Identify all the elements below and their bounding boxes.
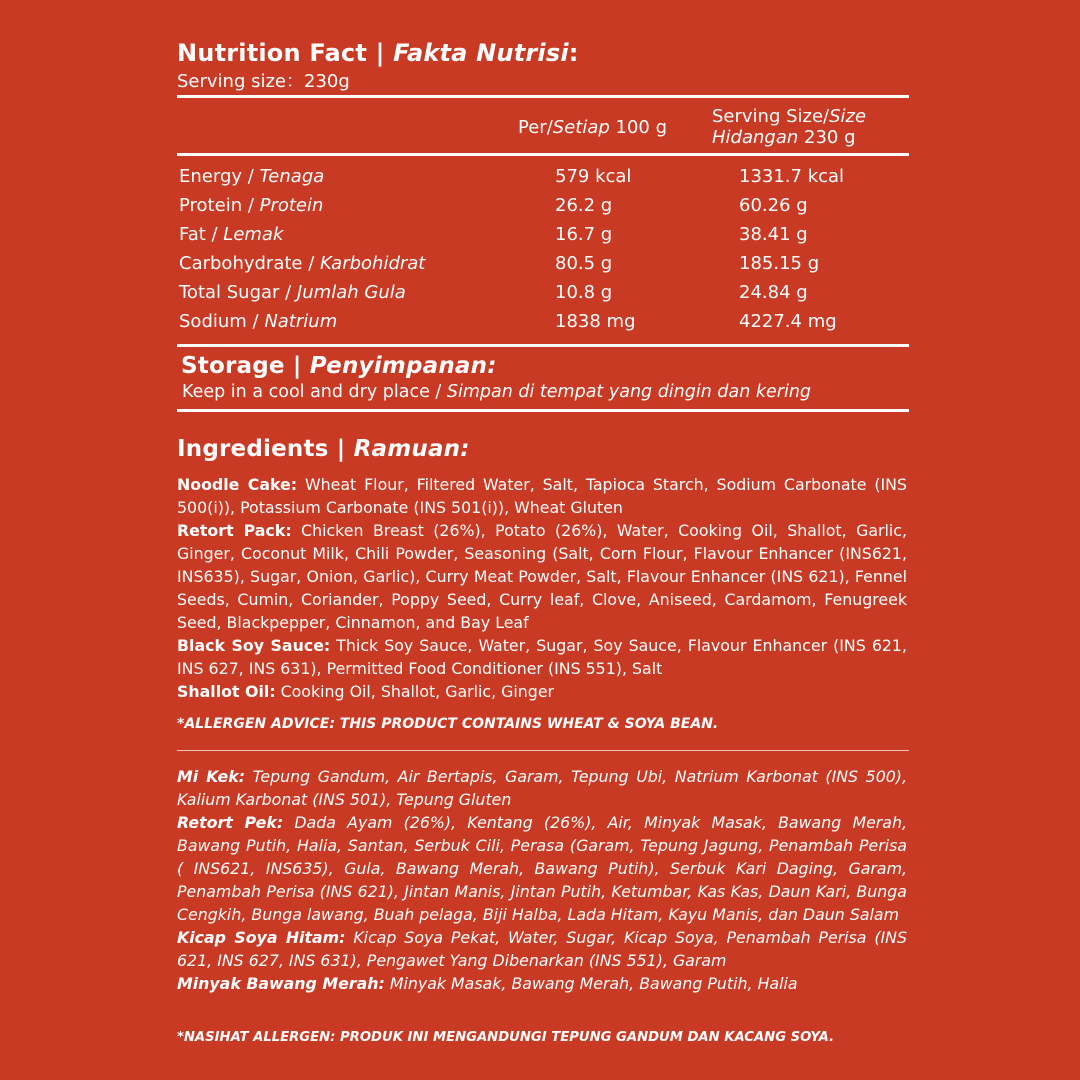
row-per100: 80.5 g	[555, 253, 613, 274]
ingredients-ms-block	[177, 765, 907, 995]
ingredients-title	[177, 436, 470, 462]
divider	[177, 344, 909, 347]
col-per-suffix: 100 g	[609, 117, 668, 138]
ingredients-title-ms: Ramuan:	[353, 436, 470, 462]
row-label: Fat / Lemak	[179, 224, 284, 245]
row-label: Carbohydrate / Karbohidrat	[179, 253, 426, 274]
row-per100: 579 kcal	[555, 166, 632, 187]
col-header-serving	[712, 106, 866, 148]
nutrition-row-sugar	[179, 282, 879, 311]
divider	[177, 409, 909, 412]
row-label: Total Sugar / Jumlah Gula	[179, 282, 406, 303]
divider	[177, 750, 909, 751]
row-per100: 1838 mg	[555, 311, 636, 332]
col-serv-suffix: 230 g	[798, 127, 856, 148]
ingredients-title-en: Ingredients |	[177, 436, 346, 462]
nutrition-title-en: Nutrition Fact |	[177, 39, 385, 67]
row-per100: 16.7 g	[555, 224, 613, 245]
row-serving: 4227.4 mg	[739, 311, 837, 332]
ramuan-kicap: Kicap Soya Hitam: Kicap Soya Pekat, Water, Sugar, Kicap Soya, Penambah Perisa (INS 621, INS 627, INS 631), Pengawet Yang Dibenarkan (INS 551), Garam	[177, 928, 907, 970]
ingredients-en-block	[177, 473, 907, 703]
nutrition-title	[177, 39, 579, 67]
ramuan-mi: Mi Kek: Tepung Gandum, Air Bertapis, Garam, Tepung Ubi, Natrium Karbonat (INS 500), Kalium Karbonat (INS 501), Tepung Gluten	[177, 767, 907, 809]
storage-title-en: Storage |	[181, 353, 302, 379]
ingredient-noodle: Noodle Cake: Wheat Flour, Filtered Water, Salt, Tapioca Starch, Sodium Carbonate (INS 500(i)), Potassium Carbonate (INS 501(i)), Wheat Gluten	[177, 475, 907, 517]
ingredient-soy: Black Soy Sauce: Thick Soy Sauce, Water, Sugar, Soy Sauce, Flavour Enhancer (INS 621, INS 627, INS 631), Permitted Food Conditioner (INS 551), Salt	[177, 636, 907, 678]
row-label: Protein / Protein	[179, 195, 324, 216]
allergen-advice-en: *ALLERGEN ADVICE: THIS PRODUCT CONTAINS WHEAT & SOYA BEAN.	[177, 716, 719, 732]
storage-text	[182, 382, 811, 402]
allergen-advice-ms: *NASIHAT ALLERGEN: PRODUK INI MENGANDUNGI TEPUNG GANDUM DAN KACANG SOYA.	[177, 1030, 835, 1045]
storage-text-en: Keep in a cool and dry place /	[182, 382, 447, 402]
divider	[177, 95, 909, 98]
storage-title	[181, 353, 497, 379]
nutrition-row-energy	[179, 166, 879, 195]
row-serving: 38.41 g	[739, 224, 808, 245]
row-serving: 60.26 g	[739, 195, 808, 216]
nutrition-row-fat	[179, 224, 879, 253]
ingredient-retort: Retort Pack: Chicken Breast (26%), Potato (26%), Water, Cooking Oil, Shallot, Garlic, Ginger, Coconut Milk, Chili Powder, Seasoning (Salt, Corn Flour, Flavour Enhancer (INS621, INS635), Sugar, Onion, Garlic), Curry Meat Powder, Salt, Flavour Enhancer (INS 621), Fennel Seeds, Cumin, Coriander, Poppy Seed, Curry leaf, Clove, Aniseed, Cardamom, Fenugreek Seed, Blackpepper, Cinnamon, and Bay Leaf	[177, 521, 907, 632]
ramuan-minyak: Minyak Bawang Merah: Minyak Masak, Bawang Merah, Bawang Putih, Halia	[177, 974, 798, 993]
nutrition-row-sodium	[179, 311, 879, 340]
col-header-per100	[518, 117, 667, 138]
row-serving: 1331.7 kcal	[739, 166, 845, 187]
ramuan-retort: Retort Pek: Dada Ayam (26%), Kentang (26%), Air, Minyak Masak, Bawang Merah, Bawang Putih, Halia, Santan, Serbuk Cili, Perasa (Garam, Tepung Jagung, Penambah Perisa ( INS621, INS635), Gula, Bawang Merah, Bawang Putih), Serbuk Kari Daging, Garam, Penambah Perisa (INS 621), Jintan Manis, Jintan Putih, Ketumbar, Kas Kas, Daun Kari, Bunga Cengkih, Bunga lawang, Buah pelaga, Biji Halba, Lada Hitam, Kayu Manis, dan Daun Salam	[177, 813, 907, 924]
row-serving: 185.15 g	[739, 253, 820, 274]
nutrition-title-ms: Fakta Nutrisi	[393, 39, 569, 67]
col-serv-ms: Size	[829, 106, 867, 127]
row-serving: 24.84 g	[739, 282, 808, 303]
row-label: Sodium / Natrium	[179, 311, 338, 332]
nutrition-row-carbohydrate	[179, 253, 879, 282]
col-serv-ms2: Hidangan	[712, 127, 799, 148]
nutrition-row-protein	[179, 195, 879, 224]
col-per-prefix: Per/	[518, 117, 553, 138]
nutrition-title-colon: :	[568, 39, 579, 67]
divider	[177, 153, 909, 156]
serving-size: Serving size：230g	[177, 71, 350, 92]
row-per100: 26.2 g	[555, 195, 613, 216]
row-per100: 10.8 g	[555, 282, 613, 303]
storage-text-ms: Simpan di tempat yang dingin dan kering	[446, 382, 812, 402]
col-per-ms: Setiap	[552, 117, 610, 138]
col-serv-en: Serving Size/	[712, 106, 830, 127]
row-label: Energy / Tenaga	[179, 166, 325, 187]
ingredient-shallot: Shallot Oil: Cooking Oil, Shallot, Garlic, Ginger	[177, 682, 555, 701]
storage-title-ms: Penyimpanan:	[309, 353, 497, 379]
